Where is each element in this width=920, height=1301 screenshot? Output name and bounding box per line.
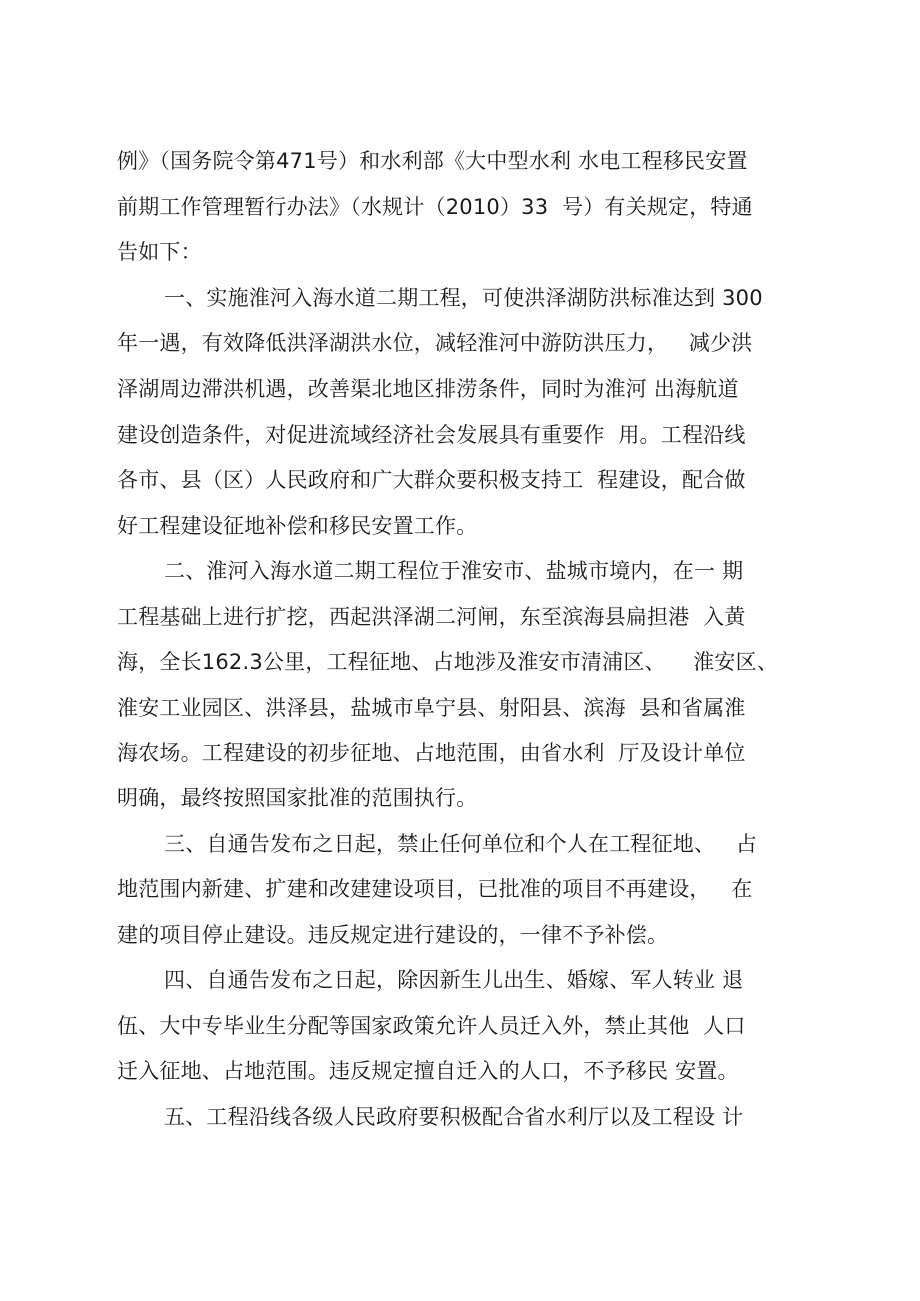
text-line: 例》（国务院令第471号）和水利部《大中型水利 水电工程移民安置: [117, 149, 748, 173]
text-line: 地范围内新建、扩建和改建建设项目，已批准的项目不再建设， 在: [117, 877, 753, 901]
text-line: 工程基础上进行扩挖，西起洪泽湖二河闸，东至滨海县扁担港 入黄: [117, 605, 746, 629]
text-line: 伍、大中专毕业生分配等国家政策允许人员迁入外，禁止其他 人口: [117, 1014, 746, 1038]
text-line: 迁入征地、占地范围。违反规定擅自迁入的人口，不予移民 安置。: [117, 1059, 739, 1083]
text-line: 明确，最终按照国家批准的范围执行。: [117, 786, 478, 810]
paragraph-2-start: 二、淮河入海水道二期工程位于淮安市、盐城市境内，在一 期: [164, 559, 744, 583]
text-line: 建的项目停止建设。违反规定进行建设的，一律不予补偿。: [117, 923, 669, 947]
text-line: 告如下：: [117, 240, 202, 264]
text-line: 泽湖周边滞洪机遇，改善渠北地区排涝条件，同时为淮河 出海航道: [117, 377, 739, 401]
paragraph-4-start: 四、自通告发布之日起，除因新生儿出生、婚嫁、军人转业 退: [164, 968, 744, 992]
text-line: 年一遇，有效降低洪泽湖洪水位，减轻淮河中游防洪压力， 减少洪: [117, 331, 753, 355]
text-line: 好工程建设征地补偿和移民安置工作。: [117, 514, 478, 538]
text-line: 海农场。工程建设的初步征地、占地范围，由省水利 厅及设计单位: [117, 741, 746, 765]
text-line: 淮安工业园区、洪泽县，盐城市阜宁县、射阳县、滨海 县和省属淮: [117, 696, 746, 720]
text-line: 建设创造条件，对促进流域经济社会发展具有重要作 用。工程沿线: [117, 423, 746, 447]
text-line: 海，全长162.3公里，工程征地、占地涉及淮安市清浦区、 淮安区、: [117, 650, 779, 674]
text-line: 各市、县（区）人民政府和广大群众要积极支持工 程建设，配合做: [117, 468, 746, 492]
paragraph-1-start: 一、实施淮河入海水道二期工程，可使洪泽湖防洪标准达到 300: [164, 286, 763, 310]
paragraph-5-start: 五、工程沿线各级人民政府要积极配合省水利厅以及工程设 计: [164, 1105, 744, 1129]
text-line: 前期工作管理暂行办法》（水规计（2010）33 号）有关规定，特通: [117, 195, 753, 219]
paragraph-3-start: 三、自通告发布之日起，禁止任何单位和个人在工程征地、 占: [164, 832, 758, 856]
